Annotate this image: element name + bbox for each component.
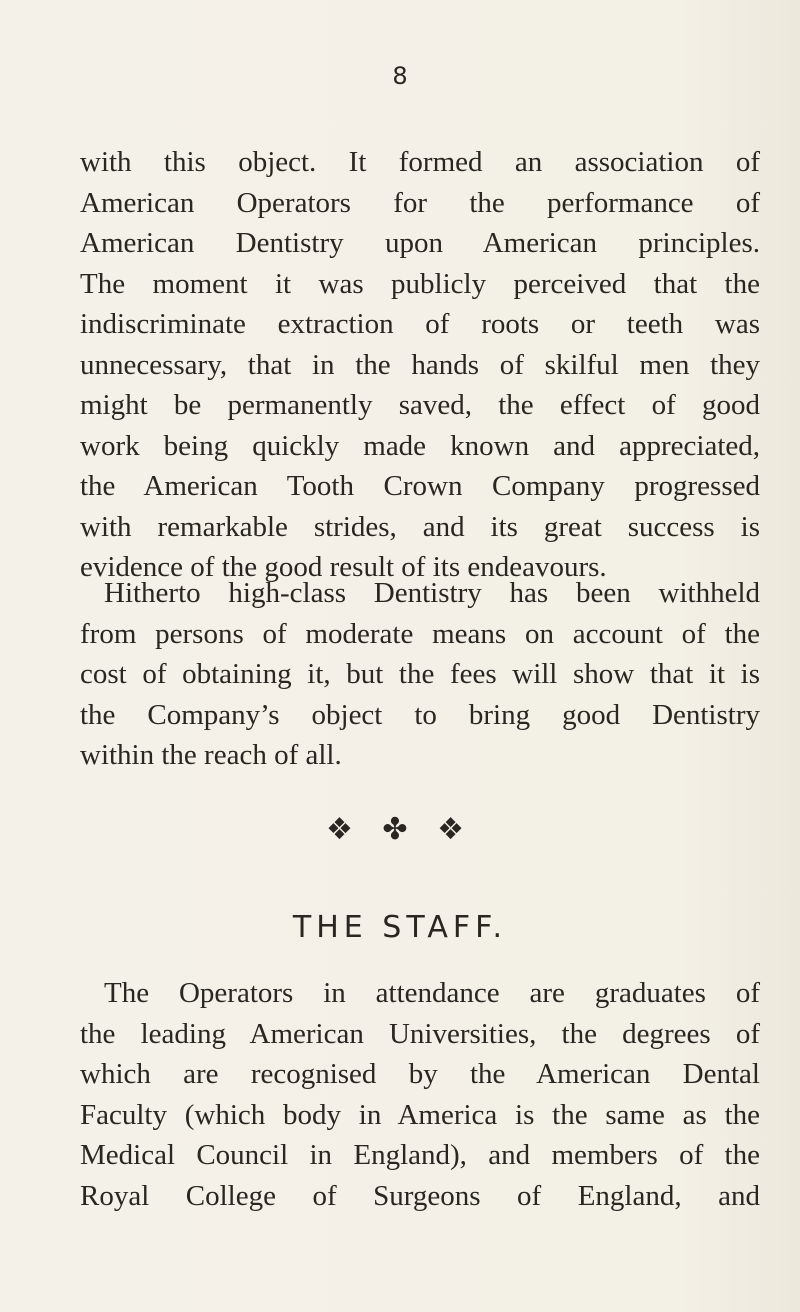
text-line: with this object. It formed an association of — [80, 146, 760, 178]
text-line: with remarkable strides, and its great success is — [80, 510, 760, 543]
paragraph-high-class-dentistry — [80, 573, 760, 776]
text-line: The Operators in attendance are graduates of — [104, 977, 760, 1009]
text-line: indiscriminate extraction of roots or teeth was — [80, 308, 760, 340]
page-number: 8 — [392, 62, 408, 90]
text-line: Faculty (which body in America is the same as the — [80, 1098, 760, 1131]
text-line: Hitherto high-class Dentistry has been withheld — [104, 577, 760, 609]
text-line: the American Tooth Crown Company progressed — [80, 470, 760, 502]
text-line: the Company’s object to bring good Dentistry — [80, 698, 760, 731]
text-line: American Operators for the performance of — [80, 186, 760, 219]
section-heading: THE STAFF. — [292, 910, 508, 945]
text-line: work being quickly made known and appreciated, — [80, 429, 760, 462]
text-line: from persons of moderate means on account of the — [80, 617, 760, 650]
text-line: the leading American Universities, the degrees of — [80, 1017, 760, 1050]
text-line: might be permanently saved, the effect of good — [80, 389, 760, 421]
text-line: evidence of the good result of its endeavours. — [80, 551, 607, 583]
text-line: Royal College of Surgeons of England, and — [80, 1179, 760, 1212]
text-line: which are recognised by the American Dental — [80, 1058, 760, 1090]
text-line: unnecessary, that in the hands of skilful men they — [80, 348, 760, 381]
text-line: within the reach of all. — [80, 739, 342, 771]
text-line: American Dentistry upon American principles. — [80, 227, 760, 259]
paragraph-staff — [80, 973, 760, 1216]
paragraph-association — [80, 142, 760, 588]
section-ornament: ❖ ✤ ❖ — [326, 812, 474, 847]
text-line: The moment it was publicly perceived that the — [80, 267, 760, 300]
text-line: Medical Council in England), and members of the — [80, 1139, 760, 1171]
text-line: cost of obtaining it, but the fees will show that it is — [80, 658, 760, 690]
